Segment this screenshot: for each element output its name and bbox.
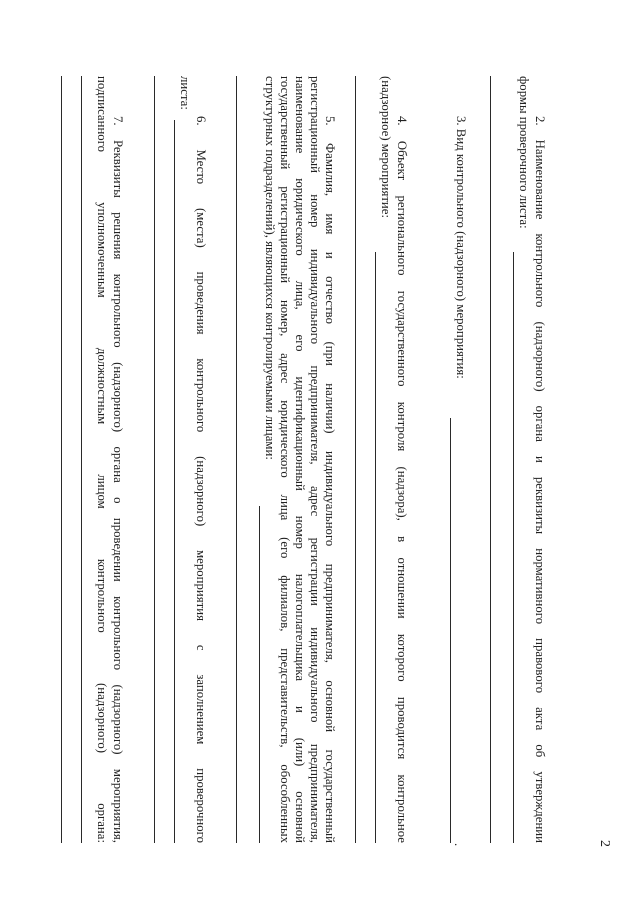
item-2-line-2: формы проверочного листа: (517, 76, 531, 229)
item-7-blank-line-2 (61, 76, 62, 843)
item-4-line-1: 4. Объект регионального государственного контроля (надзора), в отношении которого проводится контрольное (395, 116, 409, 843)
item-2-blank-line (490, 76, 491, 843)
item-2-line-1: 2. Наименование контрольного (надзорного) органа и реквизиты нормативного правового акта об утверждении (533, 116, 547, 843)
item-3-end-mark: . (452, 843, 466, 847)
item-6-blank-line (154, 76, 155, 843)
item-5-line-4: государственный регистрационный номер, адрес юридического лица (его филиалов, представительств, обособленных (278, 76, 292, 843)
item-5-fill-line (259, 506, 260, 843)
item-5-blank-line (236, 76, 237, 843)
item-6-line-2: листа: (178, 76, 192, 110)
item-5-line-5: структурных подразделений), являющихся контролируемыми лицами: (263, 76, 277, 460)
item-6-line-1: 6. Место (места) проведения контрольного (надзорного) мероприятия с заполнением проверочного (194, 116, 208, 843)
item-6-fill-line (174, 120, 175, 843)
item-4-blank-line (355, 76, 356, 843)
item-5-line-2: регистрационный номер индивидуального предпринимателя, адрес регистрации индивидуального предпринимателя, (308, 76, 322, 843)
item-7-line-2: подписанного уполномоченным должностным лицом контрольного (надзорного) органа: (95, 76, 109, 843)
item-3-line-1: 3. Вид контрольного (надзорного) мероприятия: (454, 116, 468, 379)
item-7-line-1: 7. Реквизиты решения контрольного (надзорного) органа о проведении контрольного (надзорного) мероприятия, (111, 116, 125, 843)
item-3-fill-line (450, 418, 451, 843)
item-7-blank-line-1 (81, 76, 82, 843)
item-4-line-2: (надзорное) мероприятие: (379, 76, 393, 219)
page-number: 2 (597, 840, 612, 847)
item-4-fill-line (375, 252, 376, 843)
item-2-fill-line (513, 252, 514, 843)
item-5-line-1: 5. Фамилия, имя и отчество (при наличии) индивидуального предпринимателя, основной государственный (323, 116, 337, 843)
item-5-line-3: наименование юридического лица, его идентификационный номер налогоплательщика и (или) основной (293, 76, 307, 843)
